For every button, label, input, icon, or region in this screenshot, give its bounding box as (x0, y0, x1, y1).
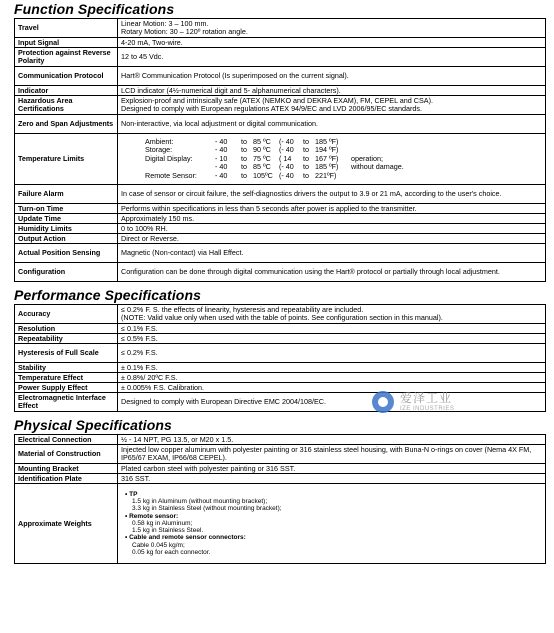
zero-span-value: Non-interactive, via local adjustment or digital communication. (118, 115, 546, 134)
temperature-label: Temperature Limits (15, 134, 118, 185)
configuration-label: Configuration (15, 263, 118, 282)
function-heading: Function Specifications (14, 1, 175, 17)
temp-cell: - 40 (215, 162, 228, 172)
row-indicator (15, 86, 546, 96)
temp-cell: operation; (351, 153, 383, 163)
input-signal-value: 4-20 mA, Two-wire. (118, 38, 546, 48)
row-electrical (15, 435, 546, 445)
temperature-effect-label: Temperature Effect (15, 373, 118, 383)
weights-label: Approximate Weights (15, 484, 118, 564)
electromagnetic-value: Designed to comply with European Directive EMC 2004/108/EC. (118, 393, 546, 412)
temp-cell: to (241, 170, 247, 180)
performance-heading: Performance Specifications (14, 287, 201, 303)
electrical-label: Electrical Connection (15, 435, 118, 445)
output-value: Direct or Reverse. (118, 234, 546, 244)
temp-cell: ( 14 (279, 153, 292, 163)
weights-tp-aluminum: 1.5 kg in Aluminum (without mounting bracket); (132, 497, 268, 505)
failure-label: Failure Alarm (15, 185, 118, 204)
temp-cell: (- 40 (279, 145, 294, 155)
row-configuration (15, 263, 546, 282)
mounting-value: Plated carbon steel with polyester painting or 316 SST. (118, 464, 546, 474)
update-value: Approximately 150 ms. (118, 214, 546, 224)
row-actual-position (15, 244, 546, 263)
spec-sheet (14, 0, 546, 564)
travel-label: Travel (15, 19, 118, 38)
physical-heading: Physical Specifications (14, 417, 172, 433)
hazardous-line2: Designed to comply with European regulations ATEX 94/9/EC and LVD 2006/95/EC standards. (121, 104, 422, 113)
turn-on-label: Turn-on Time (15, 204, 118, 214)
identification-label: Identification Plate (15, 474, 118, 484)
temp-cell: to (303, 145, 309, 155)
travel-linear: Linear Motion: 3 – 100 mm. (121, 19, 209, 28)
weights-cable: • Cable and remote sensor connectors: (125, 534, 542, 541)
stability-label: Stability (15, 363, 118, 373)
actual-position-label: Actual Position Sensing (15, 244, 118, 263)
temp-cell: 185 ºF) (315, 162, 339, 172)
temp-cell: to (303, 170, 309, 180)
row-update (15, 214, 546, 224)
row-turn-on (15, 204, 546, 214)
watermark-cn: 爱泽工业 (400, 391, 453, 405)
temp-cell: to (241, 162, 247, 172)
temp-cell: - 10 (215, 153, 228, 163)
temp-cell: without damage. (351, 162, 404, 172)
temp-cell: Storage: (145, 145, 173, 155)
travel-rotary: Rotary Motion: 30 – 120º rotation angle. (121, 27, 248, 36)
temp-cell: Ambient: (145, 136, 174, 146)
power-supply-effect-value: ± 0.005% F.S. Calibration. (118, 383, 546, 393)
hysteresis-value: ≤ 0.2% F.S. (118, 344, 546, 363)
temp-cell: (- 40 (279, 136, 294, 146)
repeatability-value: ≤ 0.5% F.S. (118, 334, 546, 344)
temp-cell: (- 40 (279, 162, 294, 172)
humidity-label: Humidity Limits (15, 224, 118, 234)
row-material (15, 445, 546, 464)
row-temperature (15, 134, 546, 185)
temp-cell: Digital Display: (145, 153, 193, 163)
physical-table (14, 434, 546, 564)
weights-rs-aluminum: 0.58 kg in Aluminum; (132, 519, 193, 527)
temp-cell: to (303, 162, 309, 172)
watermark-logo (372, 387, 502, 419)
configuration-value: Configuration can be done through digital communication using the Hart® protocol or partially through local adjustment. (118, 263, 546, 282)
temp-cell: 75 ºC (253, 153, 271, 163)
temp-cell: - 40 (215, 136, 228, 146)
protection-label: Protection against Reverse Polarity (15, 48, 118, 67)
electromagnetic-label: Electromagnetic Interface Effect (15, 393, 118, 412)
hazardous-label: Hazardous Area Certifications (15, 96, 118, 115)
temp-cell: 85 ºC (253, 136, 271, 146)
row-travel (15, 19, 546, 38)
weights-tp-stainless: 3.3 kg in Stainless Steel (without mounting bracket); (132, 505, 282, 513)
temp-cell: to (241, 145, 247, 155)
hysteresis-label: Hysteresis of Full Scale (15, 344, 118, 363)
row-accuracy (15, 305, 546, 324)
temp-cell: 90 ºC (253, 145, 271, 155)
power-supply-effect-label: Power Supply Effect (15, 383, 118, 393)
zero-span-label: Zero and Span Adjustments (15, 115, 118, 134)
accuracy-label: Accuracy (15, 305, 118, 324)
actual-position-value: Magnetic (Non-contact) via Hall Effect. (118, 244, 546, 263)
row-temperature-effect (15, 373, 546, 383)
resolution-label: Resolution (15, 324, 118, 334)
mounting-label: Mounting Bracket (15, 464, 118, 474)
repeatability-label: Repeatability (15, 334, 118, 344)
row-protection (15, 48, 546, 67)
row-hazardous (15, 96, 546, 115)
temperature-effect-value: ± 0.8%/ 20ºC F.S. (118, 373, 546, 383)
row-failure (15, 185, 546, 204)
row-hysteresis (15, 344, 546, 363)
row-stability (15, 363, 546, 373)
humidity-value: 0 to 100% RH. (118, 224, 546, 234)
temp-cell: - 40 (215, 170, 228, 180)
temp-cell: to (303, 153, 309, 163)
temp-cell: Remote Sensor: (145, 170, 197, 180)
row-input-signal (15, 38, 546, 48)
logo-icon (372, 391, 394, 413)
weights-list (121, 491, 542, 557)
row-humidity (15, 224, 546, 234)
output-label: Output Action (15, 234, 118, 244)
material-value: Injected low copper aluminum with polyester painting or 316 stainless steel housing, with Buna-N o-rings on cover (Nema 4X FM, IP65/67 EXAM, IP66/68 CEPEL). (118, 445, 546, 464)
communication-value: Hart® Communication Protocol (Is superimposed on the current signal). (118, 67, 546, 86)
update-label: Update Time (15, 214, 118, 224)
temp-cell: to (241, 136, 247, 146)
temp-cell: 194 ºF) (315, 145, 339, 155)
row-resolution (15, 324, 546, 334)
material-label: Material of Construction (15, 445, 118, 464)
temp-cell: 185 ºF) (315, 136, 339, 146)
temperature-grid (121, 138, 542, 181)
temp-cell (351, 138, 542, 147)
input-signal-label: Input Signal (15, 38, 118, 48)
temp-cell: (- 40 (279, 170, 294, 180)
hazardous-line1: Explosion-proof and intrinsically safe (ATEX (NEMKO and DEKRA EXAM), FM, CEPEL and CSA). (121, 96, 433, 105)
watermark-en: IZE INDUSTRIES (400, 406, 455, 412)
temp-cell: 85 ºC (253, 162, 271, 172)
resolution-value: ≤ 0.1% F.S. (118, 324, 546, 334)
indicator-value: LCD indicator (4½-numerical digit and 5- alphanumerical characters). (118, 86, 546, 96)
identification-value: 316 SST. (118, 474, 546, 484)
row-identification (15, 474, 546, 484)
weights-cable-per-m: Cable 0.045 kg/m; (132, 541, 185, 549)
failure-value: In case of sensor or circuit failure, the self-diagnostics drivers the output to 3.9 or 21 mA, according to the user's choice. (118, 185, 546, 204)
temp-cell: - 40 (215, 145, 228, 155)
weights-connector: 0.05 kg for each connector. (132, 549, 211, 557)
temp-cell: 221ºF) (315, 170, 337, 180)
function-table (14, 18, 546, 282)
temp-cell: 105ºC (253, 170, 273, 180)
weights-remote-sensor: • Remote sensor: (125, 513, 542, 520)
temp-cell: 167 ºF) (315, 153, 339, 163)
accuracy-line2: (NOTE: Valid value only when used with the table of points. See configuration section in this manual). (121, 313, 443, 322)
temp-cell: to (303, 136, 309, 146)
protection-value: 12 to 45 Vdc. (118, 48, 546, 67)
stability-value: ± 0.1% F.S. (118, 363, 546, 373)
weights-tp: • TP (125, 491, 542, 498)
weights-rs-stainless: 1.5 kg in Stainless Steel. (132, 527, 204, 535)
temp-cell (351, 172, 542, 181)
accuracy-line1: ≤ 0.2% F. S. the effects of linearity, hysteresis and repeatability are included. (121, 305, 364, 314)
row-zero-span (15, 115, 546, 134)
temp-cell: to (241, 153, 247, 163)
row-weights (15, 484, 546, 564)
communication-label: Communication Protocol (15, 67, 118, 86)
turn-on-value: Performs within specifications in less than 5 seconds after power is applied to the transmitter. (118, 204, 546, 214)
row-communication (15, 67, 546, 86)
indicator-label: Indicator (15, 86, 118, 96)
row-output (15, 234, 546, 244)
row-repeatability (15, 334, 546, 344)
row-mounting (15, 464, 546, 474)
electrical-value: ½ - 14 NPT, PG 13.5, or M20 x 1.5. (118, 435, 546, 445)
